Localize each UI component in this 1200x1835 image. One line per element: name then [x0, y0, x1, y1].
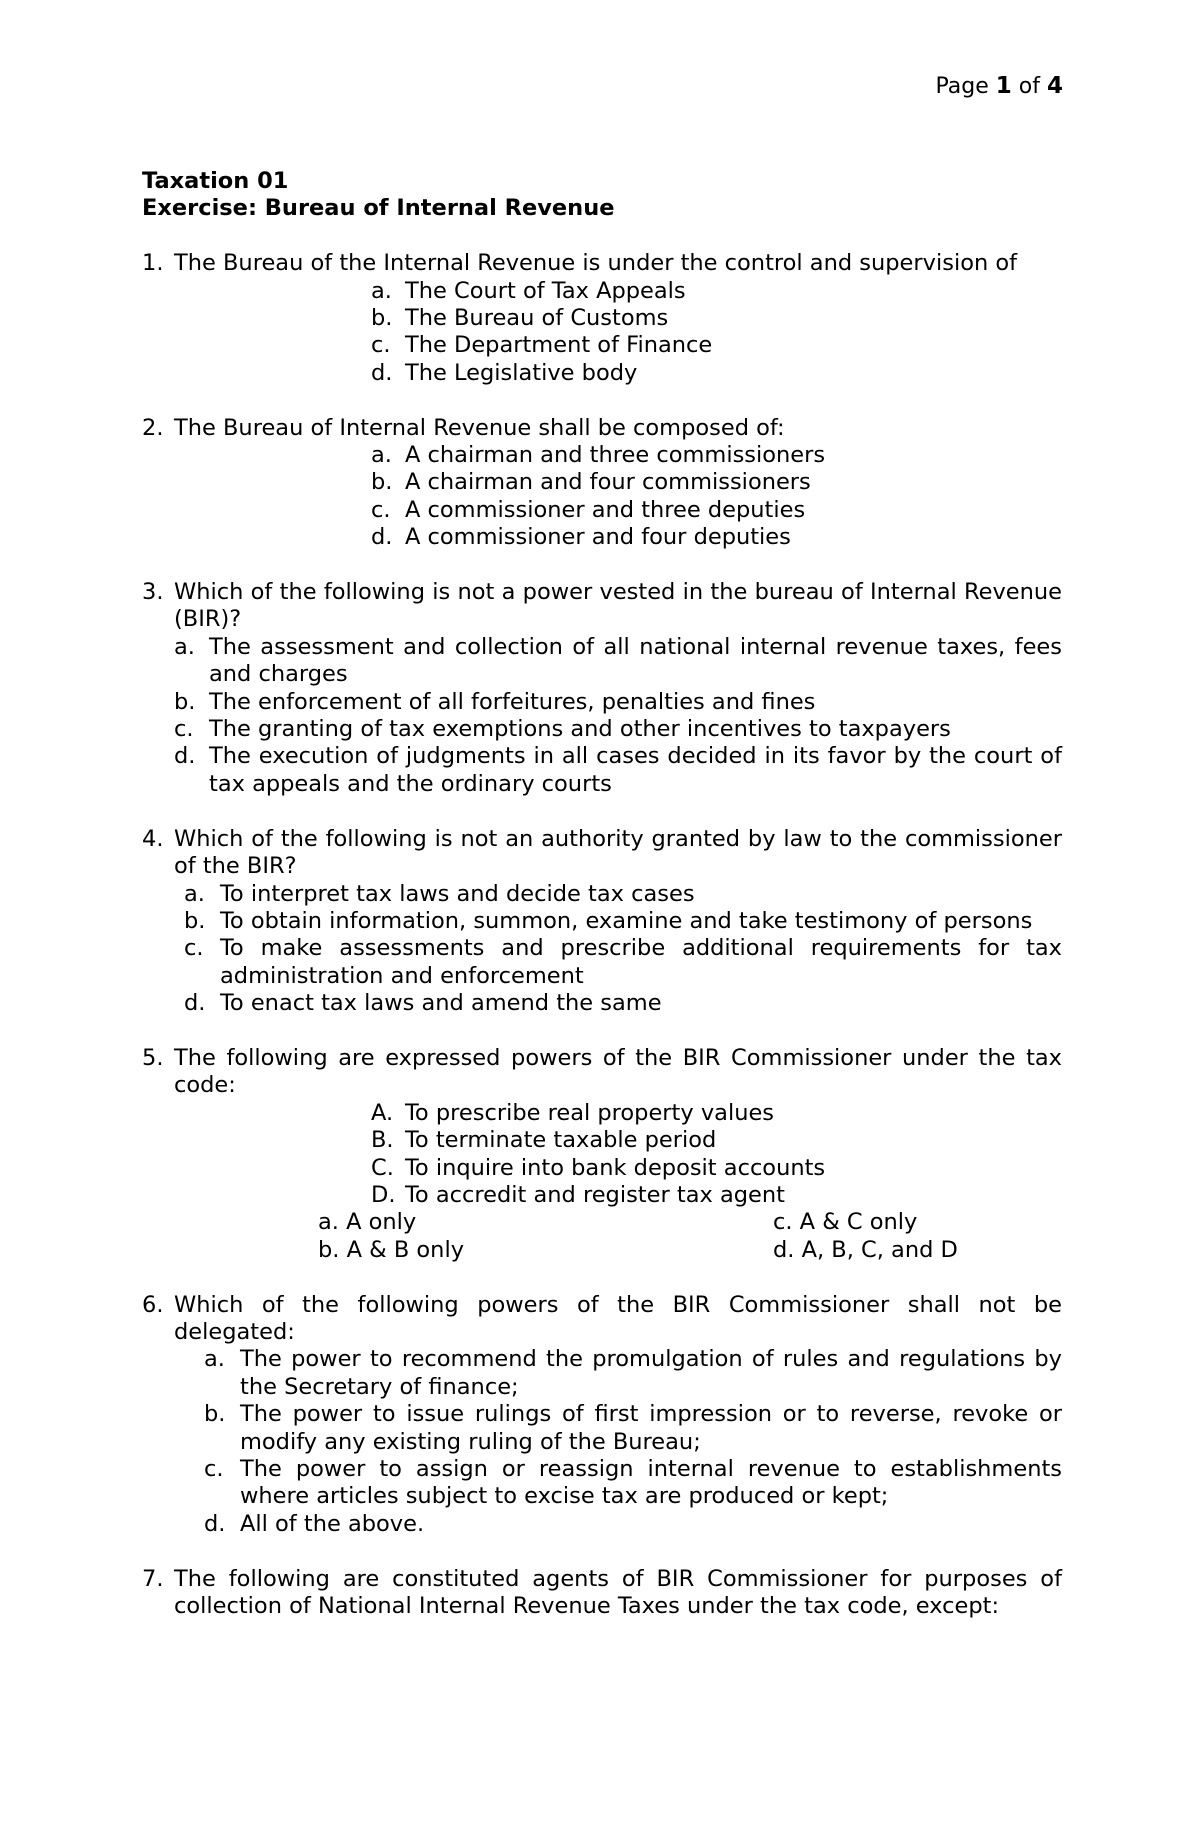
question-text: The Bureau of Internal Revenue shall be composed of:	[174, 414, 785, 441]
question-number: 6.	[142, 1291, 164, 1318]
option: a. The assessment and collection of all national internal revenue taxes, fees and charges	[174, 633, 1062, 688]
option: d. To enact tax laws and amend the same	[184, 990, 662, 1017]
option: c. The granting of tax exemptions and other incentives to taxpayers	[174, 716, 951, 743]
question-text: Which of the following is not an authority granted by law to the commissioner of the BIR?	[174, 825, 1062, 880]
option: c. To make assessments and prescribe additional requirements for tax administration and enforcement	[184, 935, 1062, 989]
choice-d: d. A, B, C, and D	[773, 1236, 958, 1263]
page-total: 4	[1046, 73, 1063, 99]
question-6	[142, 1292, 1062, 1539]
page-of: of	[1018, 74, 1040, 99]
option: d. All of the above.	[204, 1510, 425, 1537]
choice-a: a. A only	[318, 1209, 417, 1236]
question-1	[142, 250, 1062, 387]
question-2	[142, 415, 1062, 552]
question-text: The Bureau of the Internal Revenue is under the control and supervision of	[174, 250, 1018, 277]
option: a. The Court of Tax Appeals	[371, 277, 686, 304]
statement: A. To prescribe real property values	[371, 1099, 775, 1126]
question-text: The following are expressed powers of the BIR Commissioner under the tax code:	[174, 1044, 1062, 1099]
statement: D. To accredit and register tax agent	[371, 1181, 785, 1208]
option: d. The execution of judgments in all cases decided in its favor by the court of tax appeals and the ordinary courts	[174, 743, 1062, 797]
option: b. The power to issue rulings of first impression or to reverse, revoke or modify any existing ruling of the Bureau;	[204, 1401, 1062, 1455]
question-text: Which of the following is not a power vested in the bureau of Internal Revenue (BIR)?	[174, 579, 1062, 633]
option: d. A commissioner and four deputies	[371, 524, 791, 551]
option: c. A commissioner and three deputies	[371, 496, 806, 523]
option: c. The power to assign or reassign internal revenue to establishments where articles subject to excise tax are produced or kept;	[204, 1456, 1062, 1510]
page-number	[935, 72, 1063, 101]
statement: C. To inquire into bank deposit accounts	[371, 1154, 826, 1181]
question-number: 7.	[142, 1565, 164, 1592]
question-text: The following are constituted agents of BIR Commissioner for purposes of collection of National Internal Revenue Taxes under the tax code, except:	[174, 1565, 1062, 1620]
question-number: 1.	[142, 250, 164, 277]
question-5	[142, 1045, 1062, 1264]
option: b. The enforcement of all forfeitures, penalties and fines	[174, 688, 816, 715]
question-7	[142, 1566, 1062, 1621]
choice-c: c. A & C only	[773, 1209, 918, 1236]
option: a. A chairman and three commissioners	[371, 442, 826, 469]
statement: B. To terminate taxable period	[371, 1127, 717, 1154]
question-number: 5.	[142, 1044, 164, 1071]
doc-title: Taxation 01	[142, 168, 289, 194]
option: a. The power to recommend the promulgation of rules and regulations by the Secretary of finance;	[204, 1346, 1062, 1400]
document-body	[142, 168, 1062, 1620]
question-number: 2.	[142, 414, 164, 441]
question-4	[142, 826, 1062, 1018]
answer-choices	[142, 1209, 1062, 1264]
option: a. To interpret tax laws and decide tax cases	[184, 880, 695, 907]
option: b. The Bureau of Customs	[371, 305, 669, 332]
option: b. A chairman and four commissioners	[371, 469, 811, 496]
option: b. To obtain information, summon, examine and take testimony of persons	[184, 907, 1033, 934]
option: c. The Department of Finance	[371, 332, 713, 359]
question-number: 4.	[142, 825, 164, 852]
choice-b: b. A & B only	[318, 1236, 465, 1263]
question-number: 3.	[142, 579, 164, 606]
question-text: Which of the following powers of the BIR Commissioner shall not be delegated:	[174, 1291, 1062, 1345]
option: d. The Legislative body	[371, 359, 638, 386]
doc-subtitle: Exercise: Bureau of Internal Revenue	[142, 195, 615, 222]
page-current: 1	[995, 73, 1012, 99]
page-prefix: Page	[935, 74, 989, 99]
question-3	[142, 579, 1062, 798]
